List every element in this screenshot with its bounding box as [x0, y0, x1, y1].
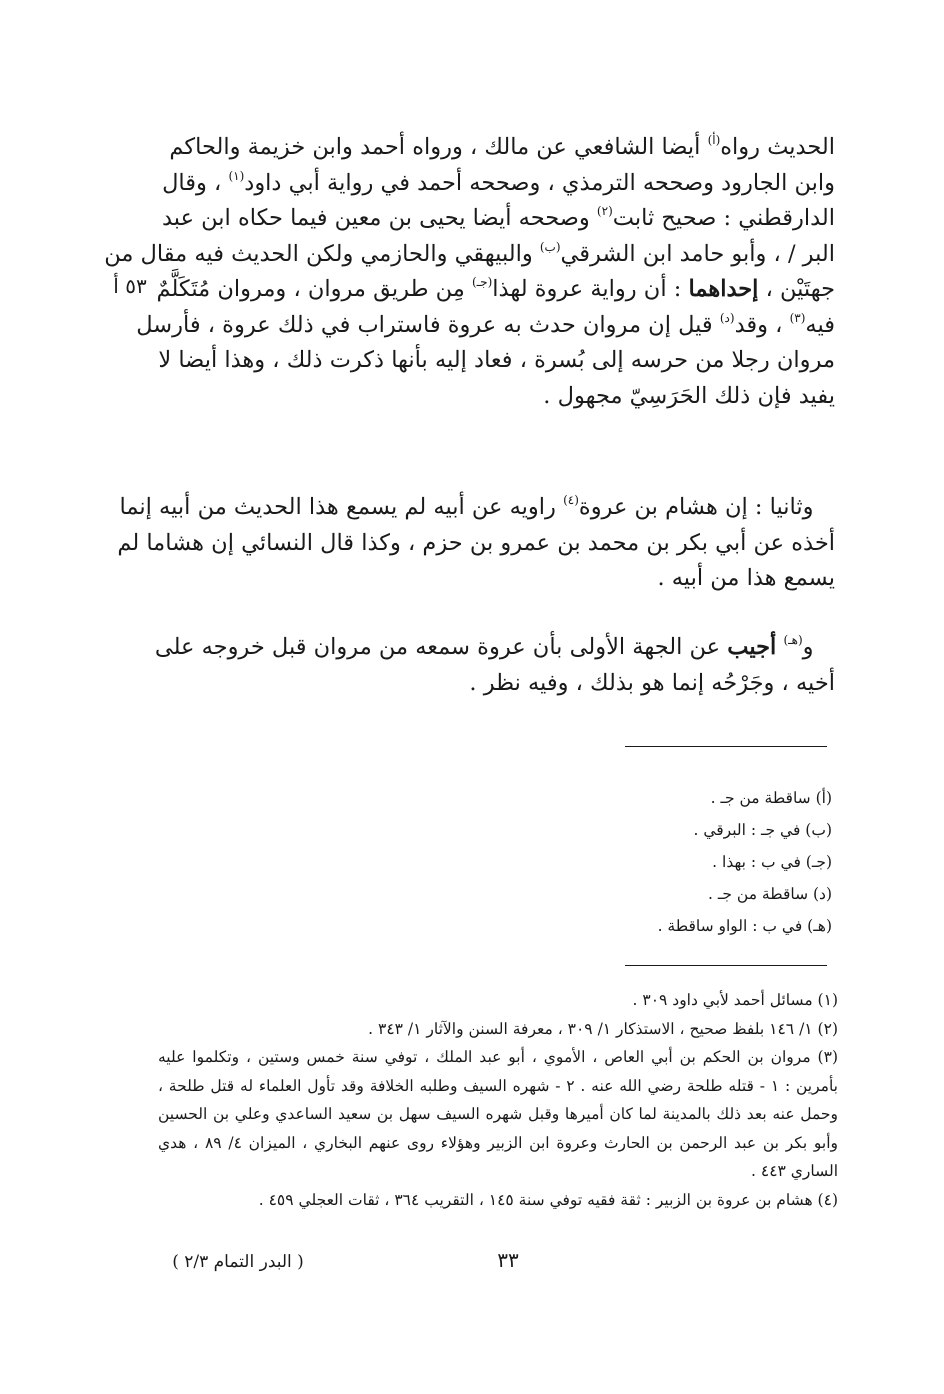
variant-note: (هـ) في ب : الواو ساقطة . — [657, 917, 832, 935]
variant-marker: (ب) — [539, 239, 561, 254]
text-line: فيه$^{(٣)}$ ، وقد$^{(د)}$ قيل إن مروان حدث به عروة فاستراب في ذلك عروة ، فأرسل — [136, 310, 835, 338]
footnote-marker: (٤) — [563, 493, 579, 507]
text-line: جهتَيْن ، إحداهما : أن رواية عروة لهذا$^{(جـ)}$ مِن طريق مروان ، ومروان مُتَكَلَّمٌ — [156, 275, 835, 302]
footnote-divider — [625, 965, 827, 966]
reference-note: (١) مسائل أحمد لأبي داود ٣٠٩ . — [632, 991, 838, 1009]
reference-note: (٤) هشام بن عروة بن الزبير : ثقة فقيه توفي سنة ١٤٥ ، التقريب ٣٦٤ ، ثقات العجلي ٤٥٩ . — [258, 1190, 838, 1209]
paragraph-2 — [117, 490, 835, 597]
text-line: وابن الجارود وصححه الترمذي ، وصححه أحمد في رواية أبي داود$^{(١)}$ ، وقال — [162, 168, 835, 196]
text-line: و$^{(هـ)}$ أجيب عن الجهة الأولى بأن عروة سمعه من مروان قبل خروجه على — [154, 633, 814, 660]
variant-note: (أ) ساقطة من جـ . — [710, 789, 832, 807]
page-number: ٣٣ — [497, 1248, 519, 1272]
book-series-label: ( البدر التمام ٢/٣ ) — [172, 1252, 304, 1272]
text-line: أخذه عن أبي بكر بن محمد بن عمرو بن حزم ، وكذا قال النسائي إن هشاما لم — [117, 529, 835, 556]
manuscript-folio-note: ٥٣ أ — [113, 274, 147, 298]
text-line: أخيه ، وجَرْحُه إنما هو بذلك ، وفيه نظر . — [469, 669, 835, 696]
text-line: الحديث رواه$^{(أ)}$ أيضا الشافعي عن مالك ، ورواه أحمد وابن خزيمة والحاكم — [169, 133, 835, 160]
variant-marker: (هـ) — [783, 633, 803, 647]
variant-note: (جـ) في ب : بهذا . — [712, 853, 832, 871]
text-line: وثانيا : إن هشام بن عروة$^{(٤)}$ راويه عن أبيه لم يسمع هذا الحديث من أبيه إنما — [119, 493, 814, 520]
text-line: الدارقطني : صحيح ثابت$^{(٢)}$ وصححه أيضا يحيى بن معين فيما حكاه ابن عبد — [161, 204, 835, 231]
footnote-divider — [625, 746, 827, 747]
reference-notes — [158, 986, 838, 1214]
text-line: يسمع هذا من أبيه . — [657, 565, 835, 591]
variant-notes — [432, 782, 832, 942]
footnote-marker: (٢) — [596, 204, 613, 218]
reference-note: (٣) مروان بن الحكم بن أبي العاص ، الأموي ، أبو عبد الملك ، توفي سنة خمس وستين ، وتكلموا عليه بأمرين : ١ - قتله طلحة رضي الله عنه . ٢ - شهره السيف وطلبه الخلافة وقد تأول العلماء له قتل طلحة ، وحمل عنه بعد ذلك بالمدينة لما كان أميرها وقبل شهره السيف سهل بن سعيد الساعدي وعلي بن الحسين وأبو بكر بن عبد الرحمن بن الحارث وعروة ابن الزبير وهؤلاء روى عنهم البخاري ، الميزان ٤/ ٨٩ ، هدي الساري ٤٤٣ . — [158, 1048, 838, 1180]
bold-term: أجيب — [727, 634, 777, 660]
variant-marker: (د) — [719, 310, 735, 325]
variant-marker: (جـ) — [471, 275, 493, 289]
footnote-marker: (٣) — [789, 310, 806, 325]
bold-term: إحداهما — [688, 276, 759, 302]
variant-marker: (أ) — [707, 133, 721, 147]
reference-note: (٢) ١/ ١٤٦ بلفظ صحيح ، الاستذكار ١/ ٣٠٩ ، معرفة السنن والآثار ١/ ٣٤٣ . — [368, 1019, 838, 1038]
text-line: مروان رجلا من حرسه إلى بُسرة ، فعاد إليه بأنها ذكرت ذلك ، وهذا أيضا لا — [158, 347, 835, 373]
footnote-marker: (١) — [228, 168, 245, 183]
text-line: البر / ، وأبو حامد ابن الشرقي$^{(ب)}$ والبيهقي والحازمي ولكن الحديث فيه مقال من — [104, 239, 835, 267]
variant-note: (د) ساقطة من جـ . — [708, 885, 832, 903]
variant-note: (ب) في جـ : البرقي . — [693, 821, 832, 839]
text-line: يفيد فإن ذلك الحَرَسِيّ مجهول . — [543, 382, 835, 409]
paragraph-3 — [154, 630, 835, 701]
